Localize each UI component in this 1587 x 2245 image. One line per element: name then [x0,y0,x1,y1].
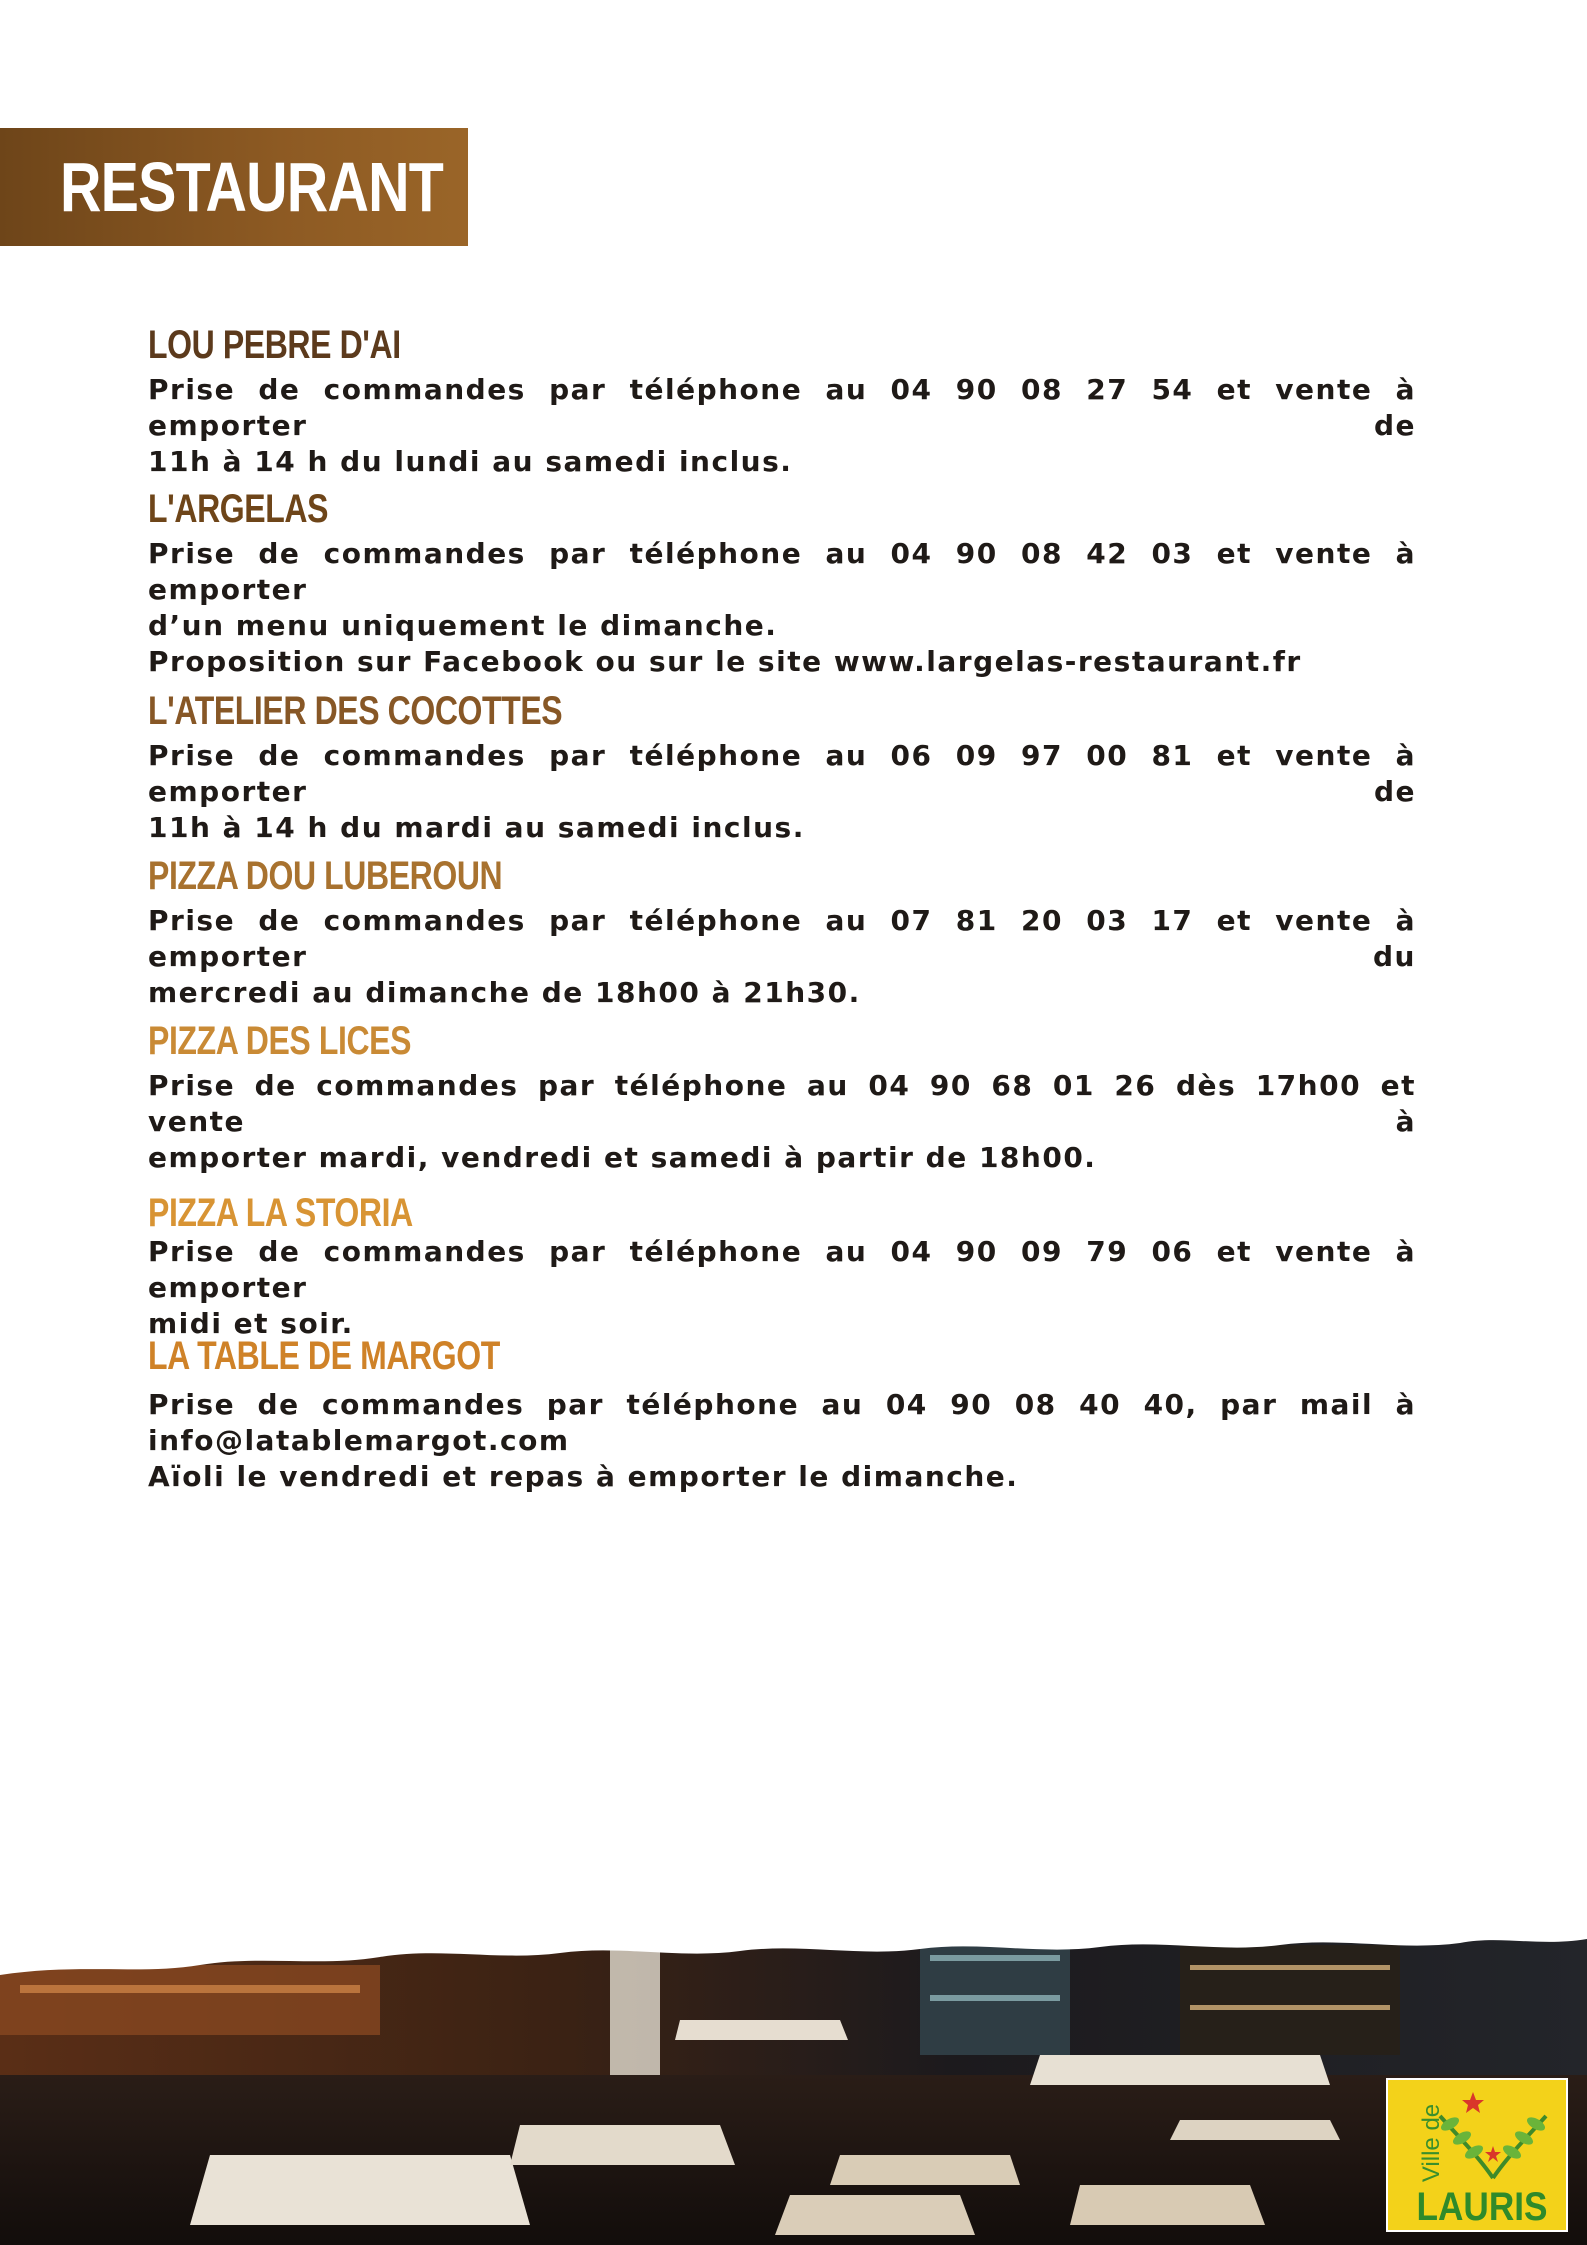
detail-line: 11h à 14 h du lundi au samedi inclus. [148,445,793,478]
restaurant-details [148,536,1416,680]
detail-line: Prise de commandes par téléphone au 06 09 97 00 81 et vente à emporter de [148,739,1416,808]
restaurant-details [148,1234,1416,1342]
restaurant-entry [148,688,1416,846]
restaurant-name: LOU PEBRE D'AI [148,323,401,367]
detail-line: Prise de commandes par téléphone au 04 90 08 42 03 et vente à emporter [148,537,1416,606]
restaurant-details [148,372,1416,480]
page-title-banner [0,128,468,246]
restaurant-entry [148,322,1416,480]
detail-line: Proposition sur Facebook ou sur le site www.largelas-restaurant.fr [148,645,1302,678]
restaurant-interior-photo [0,1925,1587,2245]
logo-town-name: LAURIS [1416,2185,1548,2229]
town-logo [1386,2078,1568,2232]
restaurant-details [148,738,1416,846]
detail-line: Prise de commandes par téléphone au 07 81 20 03 17 et vente à emporter du [148,904,1416,973]
detail-line: 11h à 14 h du mardi au samedi inclus. [148,811,805,844]
detail-line: emporter mardi, vendredi et samedi à partir de 18h00. [148,1141,1097,1174]
olive-branch-icon [1428,2086,1558,2182]
detail-line: Prise de commandes par téléphone au 04 90 08 27 54 et vente à emporter de [148,373,1416,442]
restaurant-entry [148,486,1416,680]
restaurant-name: LA TABLE DE MARGOT [148,1334,500,1378]
restaurant-name: L'ATELIER DES COCOTTES [148,689,563,733]
restaurant-entry [148,1018,1416,1176]
restaurant-name: PIZZA DES LICES [148,1019,412,1063]
detail-line: d’un menu uniquement le dimanche. [148,609,778,642]
restaurant-name: PIZZA DOU LUBEROUN [148,854,503,898]
detail-line: Prise de commandes par téléphone au 04 90 68 01 26 dès 17h00 et vente à [148,1069,1416,1138]
page-title: RESTAURANT [60,148,443,226]
detail-line: midi et soir. [148,1307,354,1340]
restaurant-name: PIZZA LA STORIA [148,1191,413,1235]
detail-line: mercredi au dimanche de 18h00 à 21h30. [148,976,861,1009]
restaurant-entry [148,853,1416,1011]
restaurant-name: L'ARGELAS [148,487,329,531]
restaurant-details [148,1387,1416,1495]
logo-prefix: Ville de [1418,2103,1445,2183]
detail-line: info@latablemargot.com [148,1424,570,1457]
detail-line: Prise de commandes par téléphone au 04 90 08 40 40, par mail à [148,1388,1416,1421]
restaurant-details [148,1068,1416,1176]
detail-line: Prise de commandes par téléphone au 04 90 09 79 06 et vente à emporter [148,1235,1416,1304]
restaurant-details [148,903,1416,1011]
restaurant-entry [148,1333,1416,1495]
detail-line: Aïoli le vendredi et repas à emporter le dimanche. [148,1460,1019,1493]
restaurant-entry [148,1190,1416,1342]
